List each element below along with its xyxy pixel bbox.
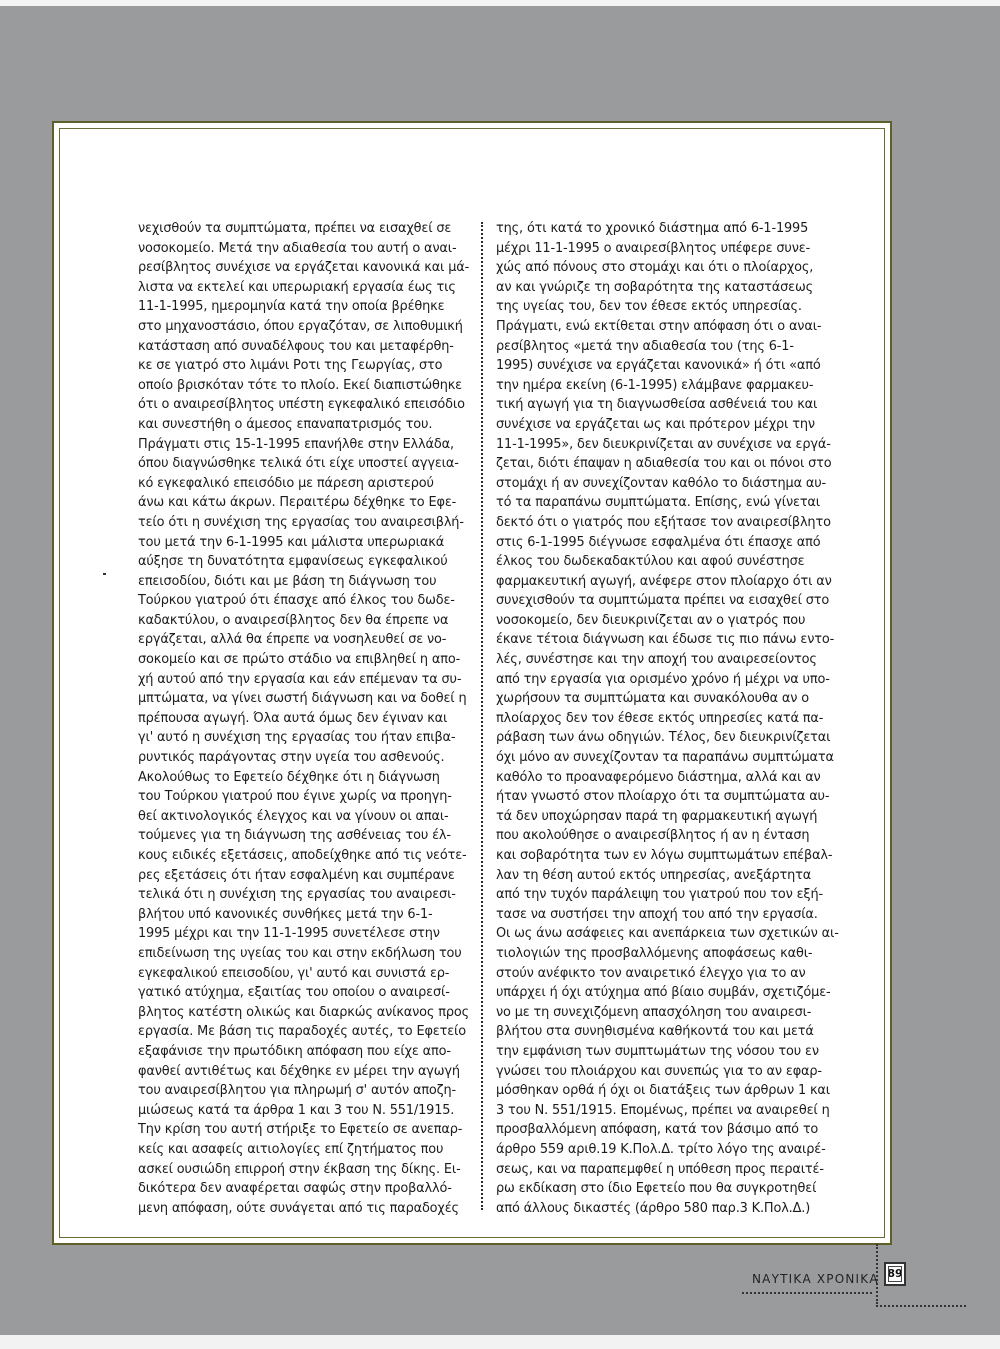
text-line: τά δεν υποχώρησαν παρά τη φαρμακευτική αγωγή <box>496 808 818 824</box>
footer-vertical-rule <box>876 1244 878 1304</box>
text-line: δεκτό ότι ο γιατρός που εξήτασε τον αναιρεσίβλητο <box>496 514 831 530</box>
text-line: μέχρι 11-1-1995 ο αναιρεσίβλητος υπέφερε συνε- <box>496 240 811 256</box>
text-line: στομάχι ή αν συνεχίζονταν καθόλο το διάστημα αυ- <box>496 475 827 491</box>
text-line: νεχισθούν τα συμπτώματα, πρέπει να εισαχθεί σε <box>138 221 452 236</box>
text-line: του Τούρκου γιατρού που έγινε χωρίς να προηγη- <box>138 789 452 805</box>
text-line: ρυντικός παράγοντας στην υγεία του ασθενούς. <box>138 750 445 766</box>
text-line: τιολογιών της προσβαλλόμενης αποφάσεως καθι- <box>496 945 813 961</box>
text-line: και σοβαρότητα των εν λόγω συμπτωμάτων επέβαλ- <box>496 848 833 863</box>
text-line: σεως, και να παραπεμφθεί η υπόθεση προς περαιτέ- <box>496 1161 824 1177</box>
text-line: τελικά ότι η συνέχιση της εργασίας του αναιρεσι- <box>138 887 456 903</box>
text-line: χώς από πόνους στο στομάχι και ότι ο πλοίαρχος, <box>496 260 814 276</box>
text-line: και συνεστήθη ο άμεσος επαναπατρισμός του. <box>138 416 433 432</box>
page-number: 89 <box>887 1267 903 1280</box>
text-line: ήταν γνωστό στον πλοίαρχο ότι τα συμπτώματα αυ- <box>496 789 830 805</box>
text-line: γατικό ατύχημα, εξαιτίας του οποίου ο αναιρεσί- <box>138 985 450 1001</box>
page-number-box <box>884 1262 906 1286</box>
text-line: της, ότι κατά το χρονικό διάστημα από 6-1-1995 <box>496 221 809 236</box>
text-line: μενη απόφαση, ούτε συνάγεται από τις παραδοχές <box>138 1200 459 1216</box>
text-line: του αναιρεσίβλητου για πληρωμή σ' αυτόν αποζη- <box>138 1083 457 1099</box>
text-line: γνώσει του πλοιάρχου και συνεπώς για το αν εφαρ- <box>496 1063 822 1079</box>
text-line: Οι ως άνω ασάφειες και ανεπάρκεια των σχετικών αι- <box>496 926 839 942</box>
text-line: νοσοκομείο. Μετά την αδιαθεσία του αυτή ο αναι- <box>138 240 457 256</box>
text-line: από άλλους δικαστές (άρθρο 580 παρ.3 Κ.Πολ.Δ.) <box>496 1200 811 1216</box>
text-line: στις 6-1-1995 διέγνωσε εσφαλμένα ότι έπασχε από <box>496 534 821 550</box>
text-line: 1995 μέχρι και την 11-1-1995 συνετέλεσε στην <box>138 926 440 942</box>
text-line: σοκομείο και σε πρώτο στάδιο να επιβληθεί η απο- <box>138 652 461 668</box>
text-line: εγκεφαλικού επεισοδίου, γι' αυτό και συνιστά ερ- <box>138 965 450 981</box>
text-line: έλκος του δωδεκαδακτύλου και αφού συνέστησε <box>496 554 805 570</box>
text-line: 11-1-1995», δεν διευκρινίζεται αν συνέχισε να εργά- <box>496 436 831 452</box>
scan-bottom-edge <box>0 1335 1000 1349</box>
text-line: οποίο βρισκόταν τότε το πλοίο. Εκεί διαπιστώθηκε <box>138 377 462 393</box>
text-line: προσβαλλόμενη απόφαση, κατά τον βάσιμο από το <box>496 1122 819 1138</box>
right-text-column <box>496 219 838 1218</box>
text-line: τασε να συστήσει την αποχή του από την εργασία. <box>496 906 818 922</box>
text-line: όχι μόνο αν συνεχίζονταν τα παραπάνω συμπτώματα <box>496 750 834 766</box>
left-text-column <box>138 219 478 1218</box>
text-line: εξαφάνισε την πρωτόδικη απόφαση που είχε απο- <box>138 1043 451 1059</box>
text-line: στούν ανέφικτο τον αναιρετικό έλεγχο για το αν <box>496 965 806 981</box>
text-line: μόσθηκαν ορθά ή όχι οι διατάξεις των άρθρων 1 και <box>496 1083 830 1099</box>
text-line: χή αυτού από την εργασία και εάν επέμεναν τα συ- <box>138 671 462 687</box>
text-line: του μετά την 6-1-1995 και μάλιστα υπερωριακά <box>138 534 445 550</box>
text-line: ρεσίβλητος συνέχισε να εργάζεται κανονικά και μά- <box>138 260 470 276</box>
text-line: ότι ο αναιρεσίβλητος υπέστη εγκεφαλικό επεισόδιο <box>138 397 465 413</box>
text-line: κους ειδικές εξετάσεις, αποδείχθηκε από τις νεότε- <box>138 848 467 863</box>
text-line: έκανε τέτοια διάγνωση και έδωσε τις πιο πάνω εντο- <box>496 632 835 648</box>
text-line: υπάρχει ή όχι ατύχημα από βίαιο συμβάν, σχετιζόμε- <box>496 985 831 1001</box>
text-line: 1995) συνέχισε να εργάζεται κανονικά» ή ότι «από <box>496 358 821 374</box>
text-line: ζεται, διότι έπαψαν η αδιαθεσία του και οι πόνοι στο <box>496 456 832 472</box>
text-line: από την εργασία για ορισμένο χρόνο ή μέχρι να υπο- <box>496 671 830 687</box>
text-line: 11-1-1995, ημερομηνία κατά την οποία βρέθηκε <box>138 299 445 315</box>
text-line: Πράγματι, ενώ εκτίθεται στην απόφαση ότι ο αναι- <box>496 318 822 334</box>
text-line: χωρήσουν τα συμπτώματα και συνακόλουθα αν ο <box>496 691 810 707</box>
text-line: κατάσταση από συναδέλφους του και μεταφέρθη- <box>138 338 454 354</box>
text-line: γι' αυτό η συνέχιση της εργασίας του ήταν επιβα- <box>138 730 456 746</box>
text-line: άνω και κάτω άκρων. Περαιτέρω δέχθηκε το Εφε- <box>138 495 457 511</box>
text-line: την εμφάνιση των συμπτωμάτων της νόσου του εν <box>496 1043 819 1059</box>
text-line: φαρμακευτική αγωγή, ανέφερε στον πλοίαρχο ότι αν <box>496 573 832 589</box>
text-line: της υγείας του, δεν τον έθεσε εκτός υπηρεσίας. <box>496 299 802 315</box>
text-line: ασκεί ουσιώδη επιρροή στην έκβαση της δίκης. Ει- <box>138 1161 461 1177</box>
text-line: 3 του Ν. 551/1915. Επομένως, πρέπει να αναιρεθεί η <box>496 1102 830 1118</box>
text-line: τείο ότι η συνέχιση της εργασίας του αναιρεσιβλή- <box>138 514 464 530</box>
text-line: συνέχισε να εργάζεται ως και πρότερον μέχρι την <box>496 416 815 432</box>
text-line: εργάζεται, αλλά θα έπρεπε να νοσηλευθεί σε νο- <box>138 632 447 648</box>
page-number-box-inner <box>888 1266 902 1282</box>
text-line: βλήτου υπό κανονικές συνθήκες μετά την 6-1- <box>138 906 433 922</box>
text-line: που ακολούθησε ο αναιρεσίβλητος ή αν η ένταση <box>496 828 810 844</box>
text-line: συνεχισθούν τα συμπτώματα πρέπει να εισαχθεί στο <box>496 593 830 609</box>
text-line: λαν τη θέση αυτού εκτός υπηρεσίας, ανεξάρτητα <box>496 867 812 883</box>
scan-top-edge <box>0 0 1000 6</box>
text-line: κε σε γιατρό στο λιμάνι Ροτι της Γεωργίας, στο <box>138 358 443 374</box>
text-line: στο μηχανοστάσιο, όπου εργαζόταν, σε λιποθυμική <box>138 318 463 334</box>
text-line: πλοίαρχος δεν τον έθεσε εκτός υπηρεσίες κατά πα- <box>496 710 824 726</box>
text-line: από την τυχόν παράλειψη του γιατρού που τον εξή- <box>496 887 823 903</box>
text-line: ρω εκδίκαση στο ίδιο Εφετείο που θα συγκροτηθεί <box>496 1181 817 1197</box>
text-line: Πράγματι στις 15-1-1995 επανήλθε στην Ελλάδα, <box>138 436 454 452</box>
text-line: πρέπουσα αγωγή. Όλα αυτά όμως δεν έγιναν και <box>138 710 448 726</box>
footer-bottom-rule <box>876 1305 966 1307</box>
text-line: τούμενες για τη διάγνωση της ασθένειας του έλ- <box>138 828 451 844</box>
text-line: τό τα παραπάνω συμπτώματα. Επίσης, ενώ γίνεται <box>496 495 820 511</box>
text-line: τική αγωγή για τη διαγνωσθείσα ασθένειά του και <box>496 397 818 413</box>
text-line: βλητος κατέστη ολικώς και διαρκώς ανίκανος προς <box>138 1004 470 1020</box>
text-line: μπτώματα, να γίνει σωστή διάγνωση και να δοθεί η <box>138 691 467 707</box>
text-line: αν και γνώριζε τη σοβαρότητα της καταστάσεως <box>496 279 814 295</box>
text-line: αύξησε τη δυνατότητα εμφανίσεως εγκεφαλικού <box>138 554 448 570</box>
text-line: κείς και ασαφείς αιτιολογίες επί ζητήματος που <box>138 1141 444 1157</box>
text-line: Την κρίση του αυτή στήριξε το Εφετείο σε ανεπαρ- <box>138 1122 463 1138</box>
text-line: επιδείνωση της υγείας του και στην εκδήλωση του <box>138 945 462 961</box>
text-line: καδακτύλου, ο αναιρεσίβλητος δεν θα έπρεπε να <box>138 612 449 628</box>
text-line: εργασία. Με βάση τις παραδοχές αυτές, το Εφετείο <box>138 1024 467 1040</box>
text-line: άρθρο 559 αριθ.19 Κ.Πολ.Δ. τρίτο λόγο της αναιρέ- <box>496 1141 826 1157</box>
text-line: δικότερα δεν αναφέρεται σαφώς στην προβαλλό- <box>138 1181 452 1197</box>
text-line: νο με τη συνεχιζόμενη απασχόληση του αναιρεσι- <box>496 1004 812 1020</box>
text-line: επεισοδίου, διότι και με βάση τη διάγνωση του <box>138 573 437 589</box>
text-line: όπου διαγνώσθηκε τελικά ότι είχε υποστεί αγγεια- <box>138 456 459 472</box>
text-line: μιώσεως κατά τα άρθρα 1 και 3 του Ν. 551/1915. <box>138 1102 455 1118</box>
text-line: Ακολούθως το Εφετείο δέχθηκε ότι η διάγνωση <box>138 769 440 785</box>
text-line: ρεσίβλητος «μετά την αδιαθεσία του (της 6-1- <box>496 338 794 354</box>
footer-rule <box>742 1292 872 1294</box>
text-line: Τούρκου γιατρού ότι έπασχε από έλκος του δωδε- <box>138 593 455 609</box>
text-line: καθόλο το προαναφερόμενο διάστημα, αλλά και αν <box>496 769 821 785</box>
text-line: λιστα να εκτελεί και υπερωριακή εργασία έως τις <box>138 279 456 295</box>
text-line: κό εγκεφαλικό επεισόδιο με πάρεση αριστερού <box>138 475 434 491</box>
text-line: νοσοκομείο, δεν διευκρινίζεται αν ο γιατρός που <box>496 612 806 628</box>
text-line: την ημέρα εκείνη (6-1-1995) ελάμβανε φαρμακευ- <box>496 377 814 393</box>
text-line: βλήτου στα συνηθισμένα καθήκοντά του και μετά <box>496 1024 814 1040</box>
text-line: ράβαση των άνω οδηγιών. Τέλος, δεν διευκρινίζεται <box>496 730 831 746</box>
column-divider <box>481 222 483 1210</box>
text-line: φανθεί αντιθέτως και δέχθηκε εν μέρει την αγωγή <box>138 1063 460 1079</box>
margin-mark <box>103 573 106 575</box>
text-line: θεί ακτινολογικός έλεγχος και να γίνουν οι απαι- <box>138 808 449 824</box>
text-line: λές, συνέστησε και την αποχή του αναιρεσείοντος <box>496 652 817 668</box>
text-line: ρες εξετάσεις ότι ήταν εσφαλμένη και συμπέρανε <box>138 867 455 883</box>
magazine-title: ΝΑΥΤΙΚΑ ΧΡΟΝΙΚΑ <box>752 1272 879 1286</box>
